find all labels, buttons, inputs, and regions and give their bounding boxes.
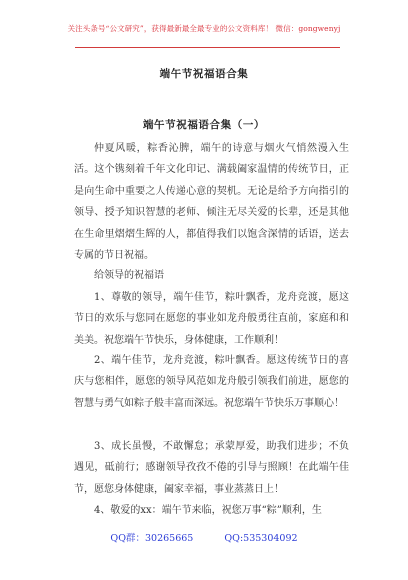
footer-qq-number: QQ:535304092 [224,533,298,544]
subheading-leader-greetings: 给领导的祝福语 [94,270,164,281]
greeting-item-3: 3、成长虽慢，不敢懈怠；承蒙厚爱，助我们进步；不负遇见，砥前行；感谢领导孜孜不倦的引导与照顾！在此端午佳节，愿您身体健康，阖家幸福，事业蒸蒸日上！ [74,441,349,495]
greeting-item-4: 4、敬爱的xx：端午节来临，祝您万事“粽”顺利，生 [94,505,322,516]
greeting-item-2: 2、端午佳节，龙舟竞渡，粽叶飘香。愿这传统节日的喜庆与您相伴，愿您的领导风范如龙舟般引领我们前进，愿您的智慧与勇气如粽子般丰富而深远。祝您端午节快乐万事顺心！ [74,355,349,409]
document-title: 端午节祝福语合集 [159,68,249,80]
footer-contact [0,533,408,545]
footer-qq-group: QQ群：30265665 [110,533,194,544]
header-divider [75,47,340,48]
header-banner: 关注头条号“公文研究”，获得最新最全最专业的公文资料库！ 微信：gongwenyj [67,24,341,33]
intro-paragraph: 仲夏风暖，粽香沁脾，端午的诗意与烟火气悄然漫入生活。这个镌刻着千年文化印记、满载阖家温情的传统节日，正是向生命中重要之人传递心意的契机。无论是给予方向指引的领导、授予知识智慧的老师、倾注无尽关爱的长辈，还是其他在生命里熠熠生辉的人，都值得我们以饱含深情的话语，送去专属的节日祝福。 [74,143,349,262]
section-title: 端午节祝福语合集（一） [142,119,266,131]
greeting-item-1: 1、尊敬的领导，端午佳节，粽叶飘香，龙舟竞渡，愿这节日的欢乐与您同在愿您的事业如龙舟般勇往直前，家庭和和美美。祝您端午节快乐，身体健康，工作顺利！ [74,292,349,346]
